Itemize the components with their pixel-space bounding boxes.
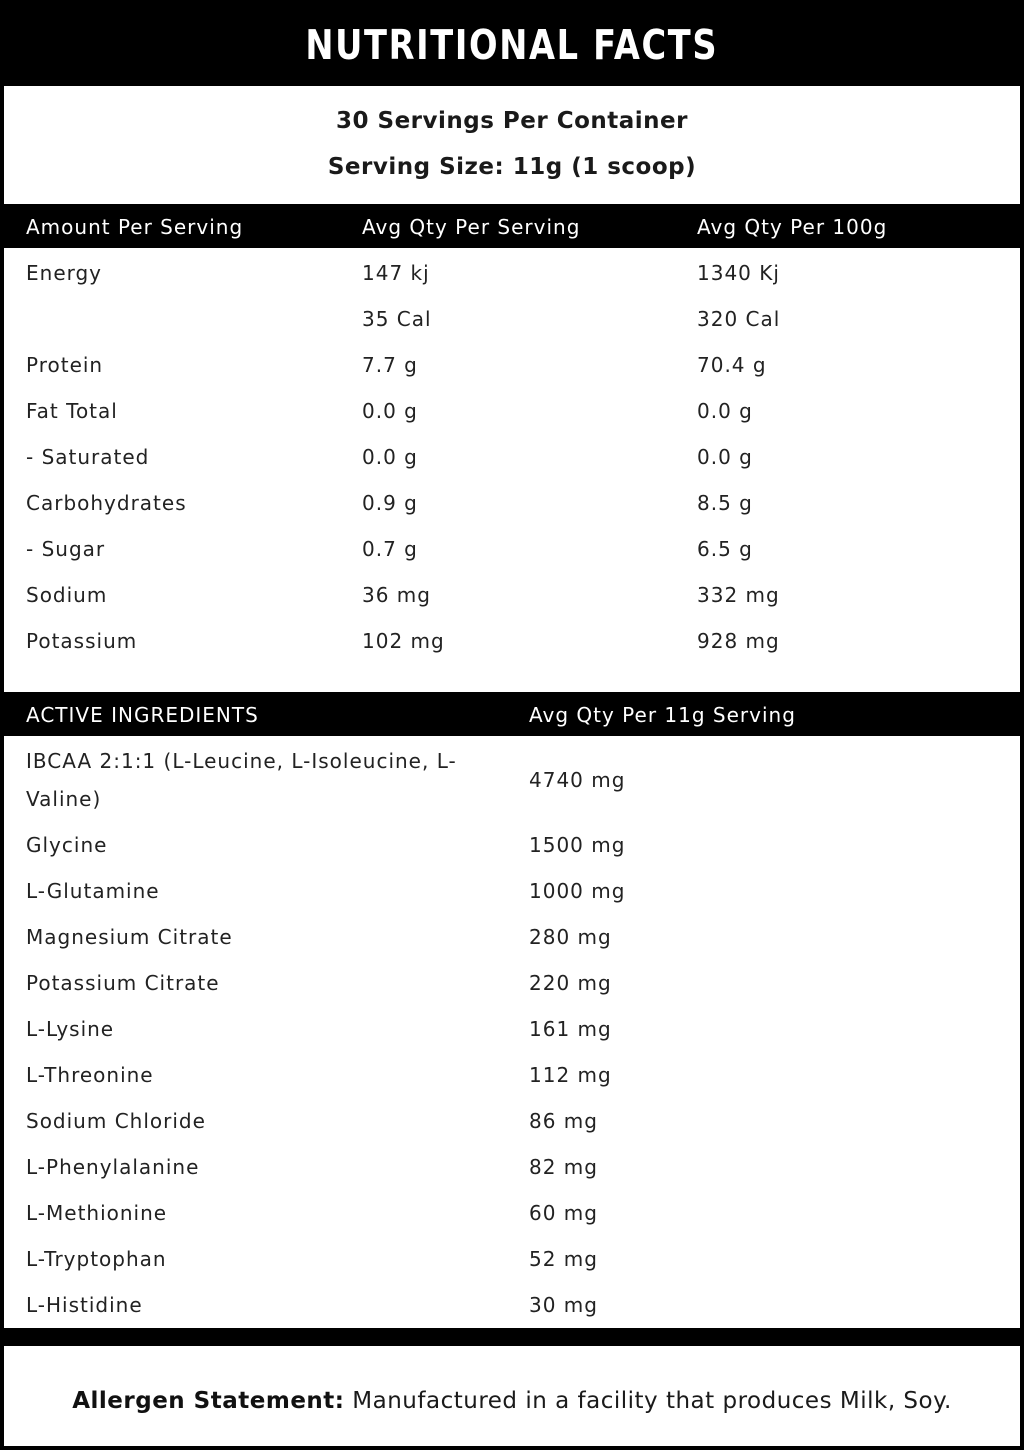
nutrient-per-100g: 0.0 g [697,445,753,469]
ingredient-name: L-Threonine [26,1063,154,1087]
table-row [4,868,1020,914]
nutrient-name: Sodium [26,583,108,607]
table-row [4,1282,1020,1328]
table-row [4,1006,1020,1052]
ingredient-name: L-Methionine [26,1201,168,1225]
allergen-text [4,1388,1020,1414]
ingredient-name: L-Histidine [26,1293,143,1317]
table-row [4,434,1020,480]
nutrient-per-100g: 1340 Kj [697,261,780,285]
ingredient-name: Magnesium Citrate [26,925,233,949]
ingredient-qty: 30 mg [529,1293,598,1317]
allergen-statement [4,1346,1020,1446]
ingredient-qty: 60 mg [529,1201,598,1225]
allergen-body: Manufactured in a facility that produces Milk, Soy. [344,1388,952,1414]
ingredient-qty: 112 mg [529,1063,612,1087]
table-row [4,618,1020,664]
title-bar [4,4,1020,86]
table-row [4,388,1020,434]
serving-info [4,86,1020,204]
nutrient-per-serving: 0.0 g [362,445,418,469]
nutrient-per-serving: 36 mg [362,583,431,607]
section-divider [4,1328,1020,1346]
nutrient-per-serving: 102 mg [362,629,445,653]
header-active-ingredients: ACTIVE INGREDIENTS [26,703,259,727]
table-row [4,480,1020,526]
table-row [4,960,1020,1006]
ingredient-name: L-Phenylalanine [26,1155,200,1179]
page-title: NUTRITIONAL FACTS [305,21,719,69]
servings-per-container: 30 Servings Per Container [335,108,688,134]
table-row [4,1052,1020,1098]
nutrient-per-serving: 147 kj [362,261,430,285]
table-row [4,1236,1020,1282]
ingredient-name-line2: Valine) [26,787,102,811]
nutrient-name: - Saturated [26,445,150,469]
header-amount-per-serving: Amount Per Serving [26,215,244,239]
table-row [4,342,1020,388]
ingredient-qty: 4740 mg [529,768,626,792]
nutrient-per-serving: 7.7 g [362,353,418,377]
nutrient-per-serving: 0.7 g [362,537,418,561]
nutrient-name: Carbohydrates [26,491,187,515]
nutrient-name: Potassium [26,629,138,653]
nutrient-per-100g: 928 mg [697,629,780,653]
table-row [4,1190,1020,1236]
table-row [4,914,1020,960]
active-ingredients-header [4,692,1020,736]
nutrient-per-100g: 8.5 g [697,491,753,515]
nutrient-per-100g: 320 Cal [697,307,781,331]
serving-size: Serving Size: 11g (1 scoop) [327,154,697,180]
nutrient-name: - Sugar [26,537,106,561]
header-avg-qty-100g: Avg Qty Per 100g [697,215,888,239]
ingredient-name: L-Tryptophan [26,1247,167,1271]
ingredient-name: L-Lysine [26,1017,115,1041]
nutrient-name: Protein [26,353,104,377]
header-avg-qty-11g: Avg Qty Per 11g Serving [529,703,796,727]
ingredient-name: L-Glutamine [26,879,160,903]
ingredient-qty: 1500 mg [529,833,626,857]
table-row [4,1144,1020,1190]
ingredient-qty: 161 mg [529,1017,612,1041]
nutrient-per-100g: 0.0 g [697,399,753,423]
header-avg-qty-serving: Avg Qty Per Serving [362,215,581,239]
table-row [4,1098,1020,1144]
table-row [4,526,1020,572]
nutrient-per-100g: 70.4 g [697,353,767,377]
nutrient-per-serving: 0.9 g [362,491,418,515]
table-row [4,822,1020,868]
ingredient-qty: 1000 mg [529,879,626,903]
ingredient-name-line1: IBCAA 2:1:1 (L-Leucine, L-Isoleucine, L- [26,749,457,773]
ingredient-qty: 220 mg [529,971,612,995]
ingredient-name: Sodium Chloride [26,1109,206,1133]
ingredient-name: Glycine [26,833,108,857]
nutrient-per-serving: 0.0 g [362,399,418,423]
table-row [4,250,1020,296]
nutrient-name: Fat Total [26,399,118,423]
ingredient-qty: 86 mg [529,1109,598,1133]
table-row [4,572,1020,618]
table-row [4,738,1020,830]
nutrition-header [4,204,1020,248]
ingredient-qty: 82 mg [529,1155,598,1179]
ingredient-qty: 280 mg [529,925,612,949]
allergen-label: Allergen Statement: [72,1388,345,1414]
nutrient-per-100g: 6.5 g [697,537,753,561]
nutrient-per-100g: 332 mg [697,583,780,607]
table-row [4,296,1020,342]
ingredient-qty: 52 mg [529,1247,598,1271]
nutrient-name: Energy [26,261,103,285]
ingredient-name: Potassium Citrate [26,971,220,995]
nutrient-per-serving: 35 Cal [362,307,432,331]
